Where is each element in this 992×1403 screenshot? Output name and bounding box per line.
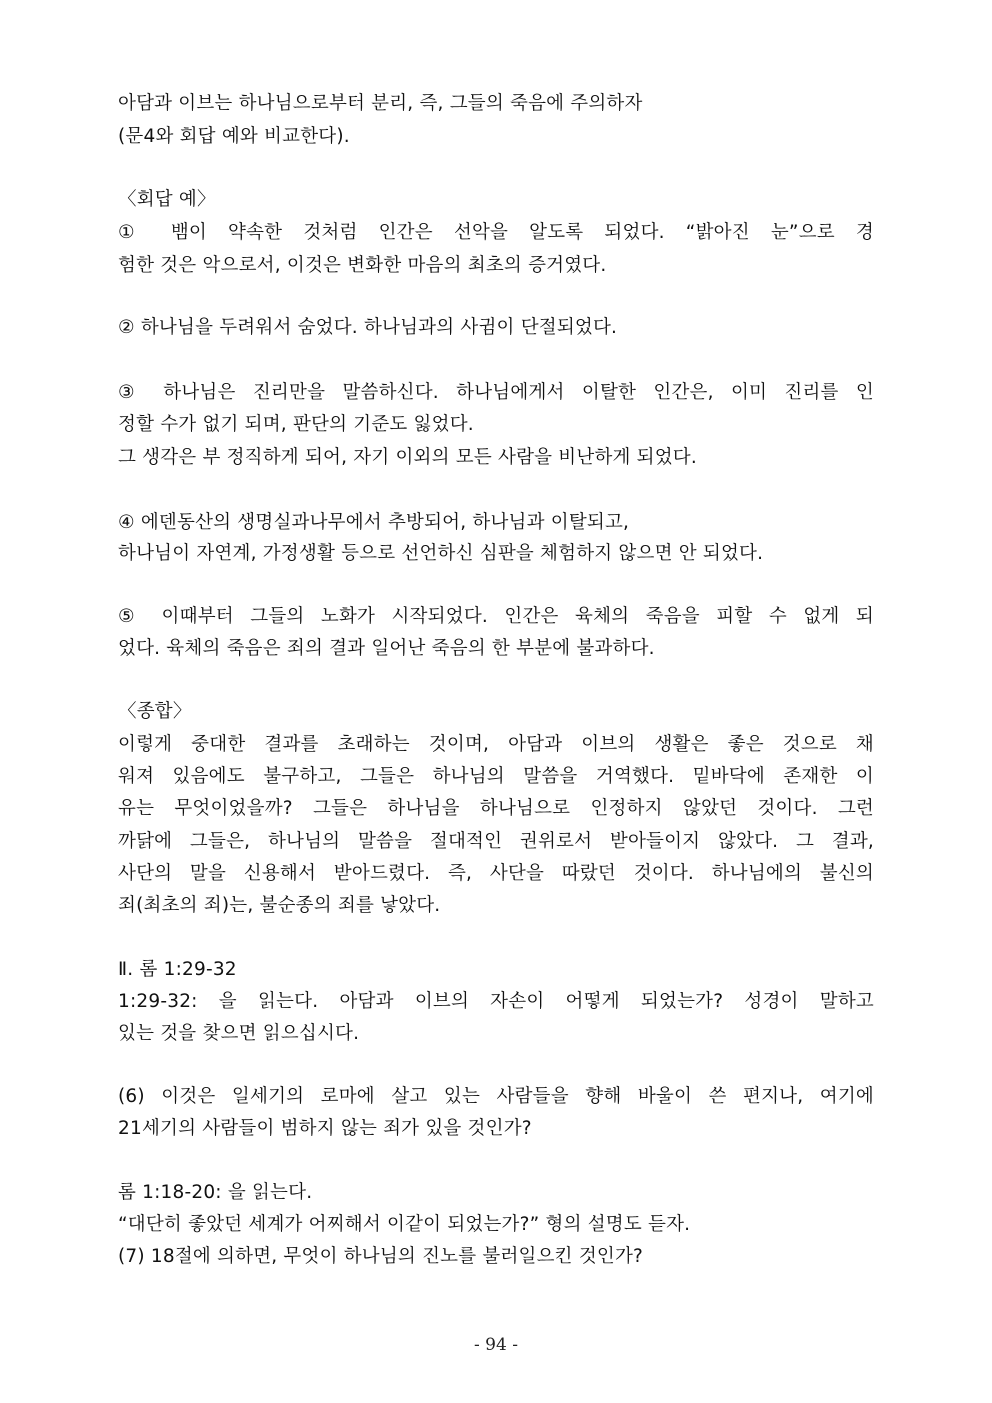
text-line: (7) 18절에 의하면, 무엇이 하나님의 진노를 불러일으킨 것인가? <box>118 1246 644 1267</box>
text-line: 롬 1:18-20: 을 읽는다. <box>118 1182 313 1203</box>
text-line: 그 생각은 부 정직하게 되어, 자기 이외의 모든 사람을 비난하게 되었다. <box>118 447 697 468</box>
text-line: 이렇게 중대한 결과를 초래하는 것이며, 아담과 이브의 생활은 좋은 것으로 채 <box>118 734 874 755</box>
text-line: 정할 수가 없기 되며, 판단의 기준도 잃었다. <box>118 414 474 435</box>
text-line: 하나님이 자연계, 가정생활 등으로 선언하신 심판을 체험하지 않으면 안 되었다. <box>118 543 764 564</box>
text-line: 죄(최초의 죄)는, 불순종의 죄를 낳았다. <box>118 895 441 916</box>
text-line: 21세기의 사람들이 범하지 않는 죄가 있을 것인가? <box>118 1118 532 1139</box>
text-line: 까닭에 그들은, 하나님의 말씀을 절대적인 권위로서 받아들이지 않았다. 그 결과, <box>118 831 874 852</box>
text-line: ① 뱀이 약속한 것처럼 인간은 선악을 알도록 되었다. “밝아진 눈”으로 경 <box>118 222 874 243</box>
text-line: (문4와 회답 예와 비교한다). <box>118 126 350 147</box>
section-heading: Ⅱ. 롬 1:29-32 <box>118 959 237 980</box>
text-line: ③ 하나님은 진리만을 말씀하신다. 하나님에게서 이탈한 인간은, 이미 진리를 인 <box>118 382 874 403</box>
text-line: 유는 무엇이었을까? 그들은 하나님을 하나님으로 인정하지 않았던 것이다. 그런 <box>118 798 874 819</box>
text-line: (6) 이것은 일세기의 로마에 살고 있는 사람들을 향해 바울이 쓴 편지나, 여기에 <box>118 1086 874 1107</box>
section-heading: 〈회답 예〉 <box>118 189 216 210</box>
text-line: 1:29-32: 을 읽는다. 아담과 이브의 자손이 어떻게 되었는가? 성경이 말하고 <box>118 991 874 1012</box>
text-line: 아담과 이브는 하나님으로부터 분리, 즉, 그들의 죽음에 주의하자 <box>118 93 643 114</box>
text-line: ② 하나님을 두려워서 숨었다. 하나님과의 사귐이 단절되었다. <box>118 317 618 338</box>
section-heading: 〈종합〉 <box>118 701 192 722</box>
text-line: 험한 것은 악으로서, 이것은 변화한 마음의 최초의 증거였다. <box>118 255 607 276</box>
text-line: 워져 있음에도 불구하고, 그들은 하나님의 말씀을 거역했다. 밑바닥에 존재한 이 <box>118 766 874 787</box>
text-line: 사단의 말을 신용해서 받아드렸다. 즉, 사단을 따랐던 것이다. 하나님에의 불신의 <box>118 863 874 884</box>
page-number: - 94 - <box>474 1335 518 1355</box>
text-line: 었다. 육체의 죽음은 죄의 결과 일어난 죽음의 한 부분에 불과하다. <box>118 638 655 659</box>
text-line: ④ 에덴동산의 생명실과나무에서 추방되어, 하나님과 이탈되고, <box>118 512 630 533</box>
text-line: 있는 것을 찾으면 읽으십시다. <box>118 1023 360 1044</box>
text-line: “대단히 좋았던 세계가 어찌해서 이같이 되었는가?” 형의 설명도 듣자. <box>118 1214 691 1235</box>
text-line: ⑤ 이때부터 그들의 노화가 시작되었다. 인간은 육체의 죽음을 피할 수 없게 되 <box>118 606 874 627</box>
